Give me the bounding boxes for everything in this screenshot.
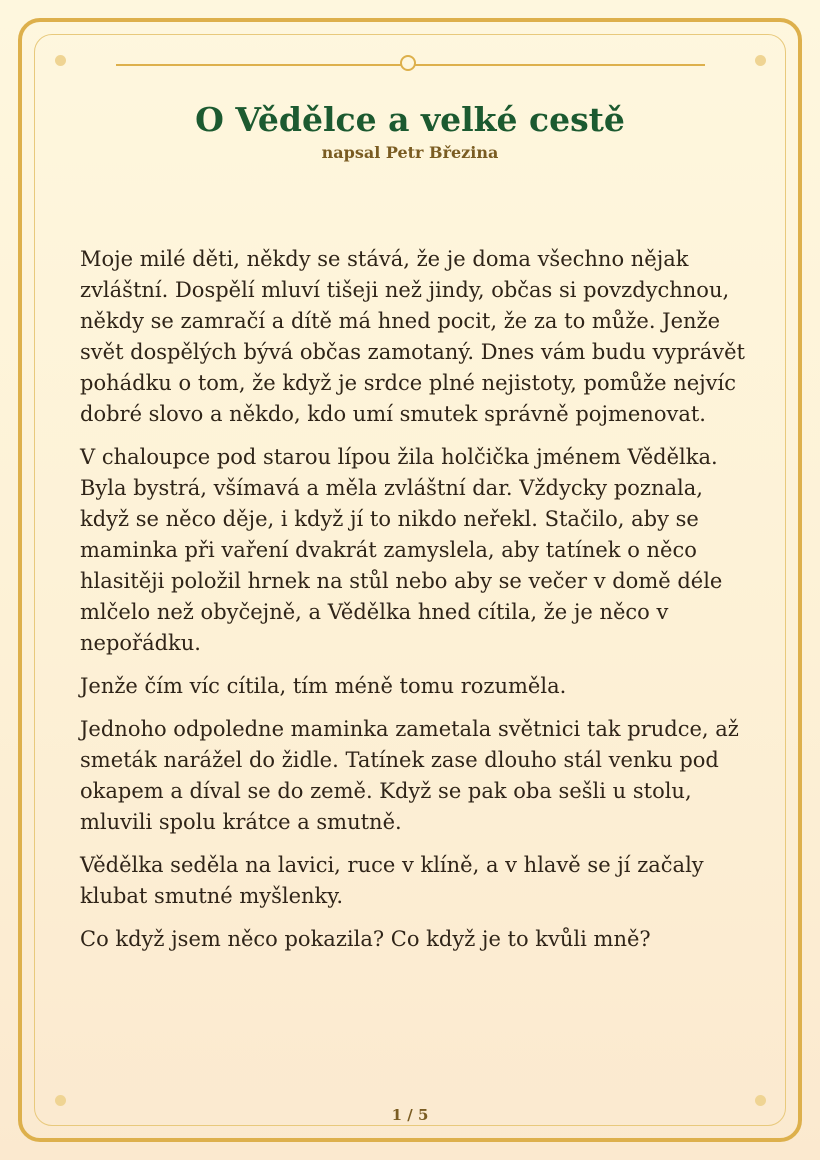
- story-paragraph: Co když jsem něco pokazila? Co když je to kvůli mně?: [80, 927, 651, 951]
- story-body: [80, 244, 745, 967]
- story-author: napsal Petr Březina: [321, 143, 499, 162]
- page-number: 1 / 5: [391, 1106, 429, 1124]
- story-paragraph: Moje milé děti, někdy se stává, že je doma všechno nějak zvláštní. Dospělí mluví tišeji než jindy, občas si povzdychnou, někdy se zamračí a dítě má hned pocit, že za to může. Jenže svět dospělých bývá občas zamotaný. Dnes vám budu vyprávět pohádku o tom, že když je srdce plné nejistoty, pomůže nejvíc dobré slovo a někdo, kdo umí smutek správně pojmenovat.: [80, 247, 745, 426]
- story-paragraph: Vědělka seděla na lavici, ruce v klíně, a v hlavě se jí začaly klubat smutné myšlenky.: [80, 853, 704, 908]
- story-title: O Vědělce a velké cestě: [195, 100, 625, 139]
- story-paragraph: Jenže čím víc cítila, tím méně tomu rozuměla.: [80, 674, 567, 698]
- corner-dot-icon: [55, 55, 66, 66]
- story-paragraph: V chaloupce pod starou lípou žila holčička jménem Vědělka. Byla bystrá, všímavá a měla zvláštní dar. Vždycky poznala, když se něco děje, i když jí to nikdo neřekl. Stačilo, aby se maminka při vaření dvakrát zamyslela, aby tatínek o něco hlasitěji položil hrnek na stůl nebo aby se večer v domě déle mlčelo než obyčejně, a Vědělka hned cítila, že je něco v nepořádku.: [80, 445, 723, 655]
- corner-dot-icon: [755, 55, 766, 66]
- header-ornament-circle-icon: [400, 55, 416, 71]
- story-paragraph: Jednoho odpoledne maminka zametala světnici tak prudce, až smeták narážel do židle. Tatínek zase dlouho stál venku pod okapem a díval se do země. Když se pak oba sešli u stolu, mluvili spolu krátce a smutně.: [80, 717, 739, 834]
